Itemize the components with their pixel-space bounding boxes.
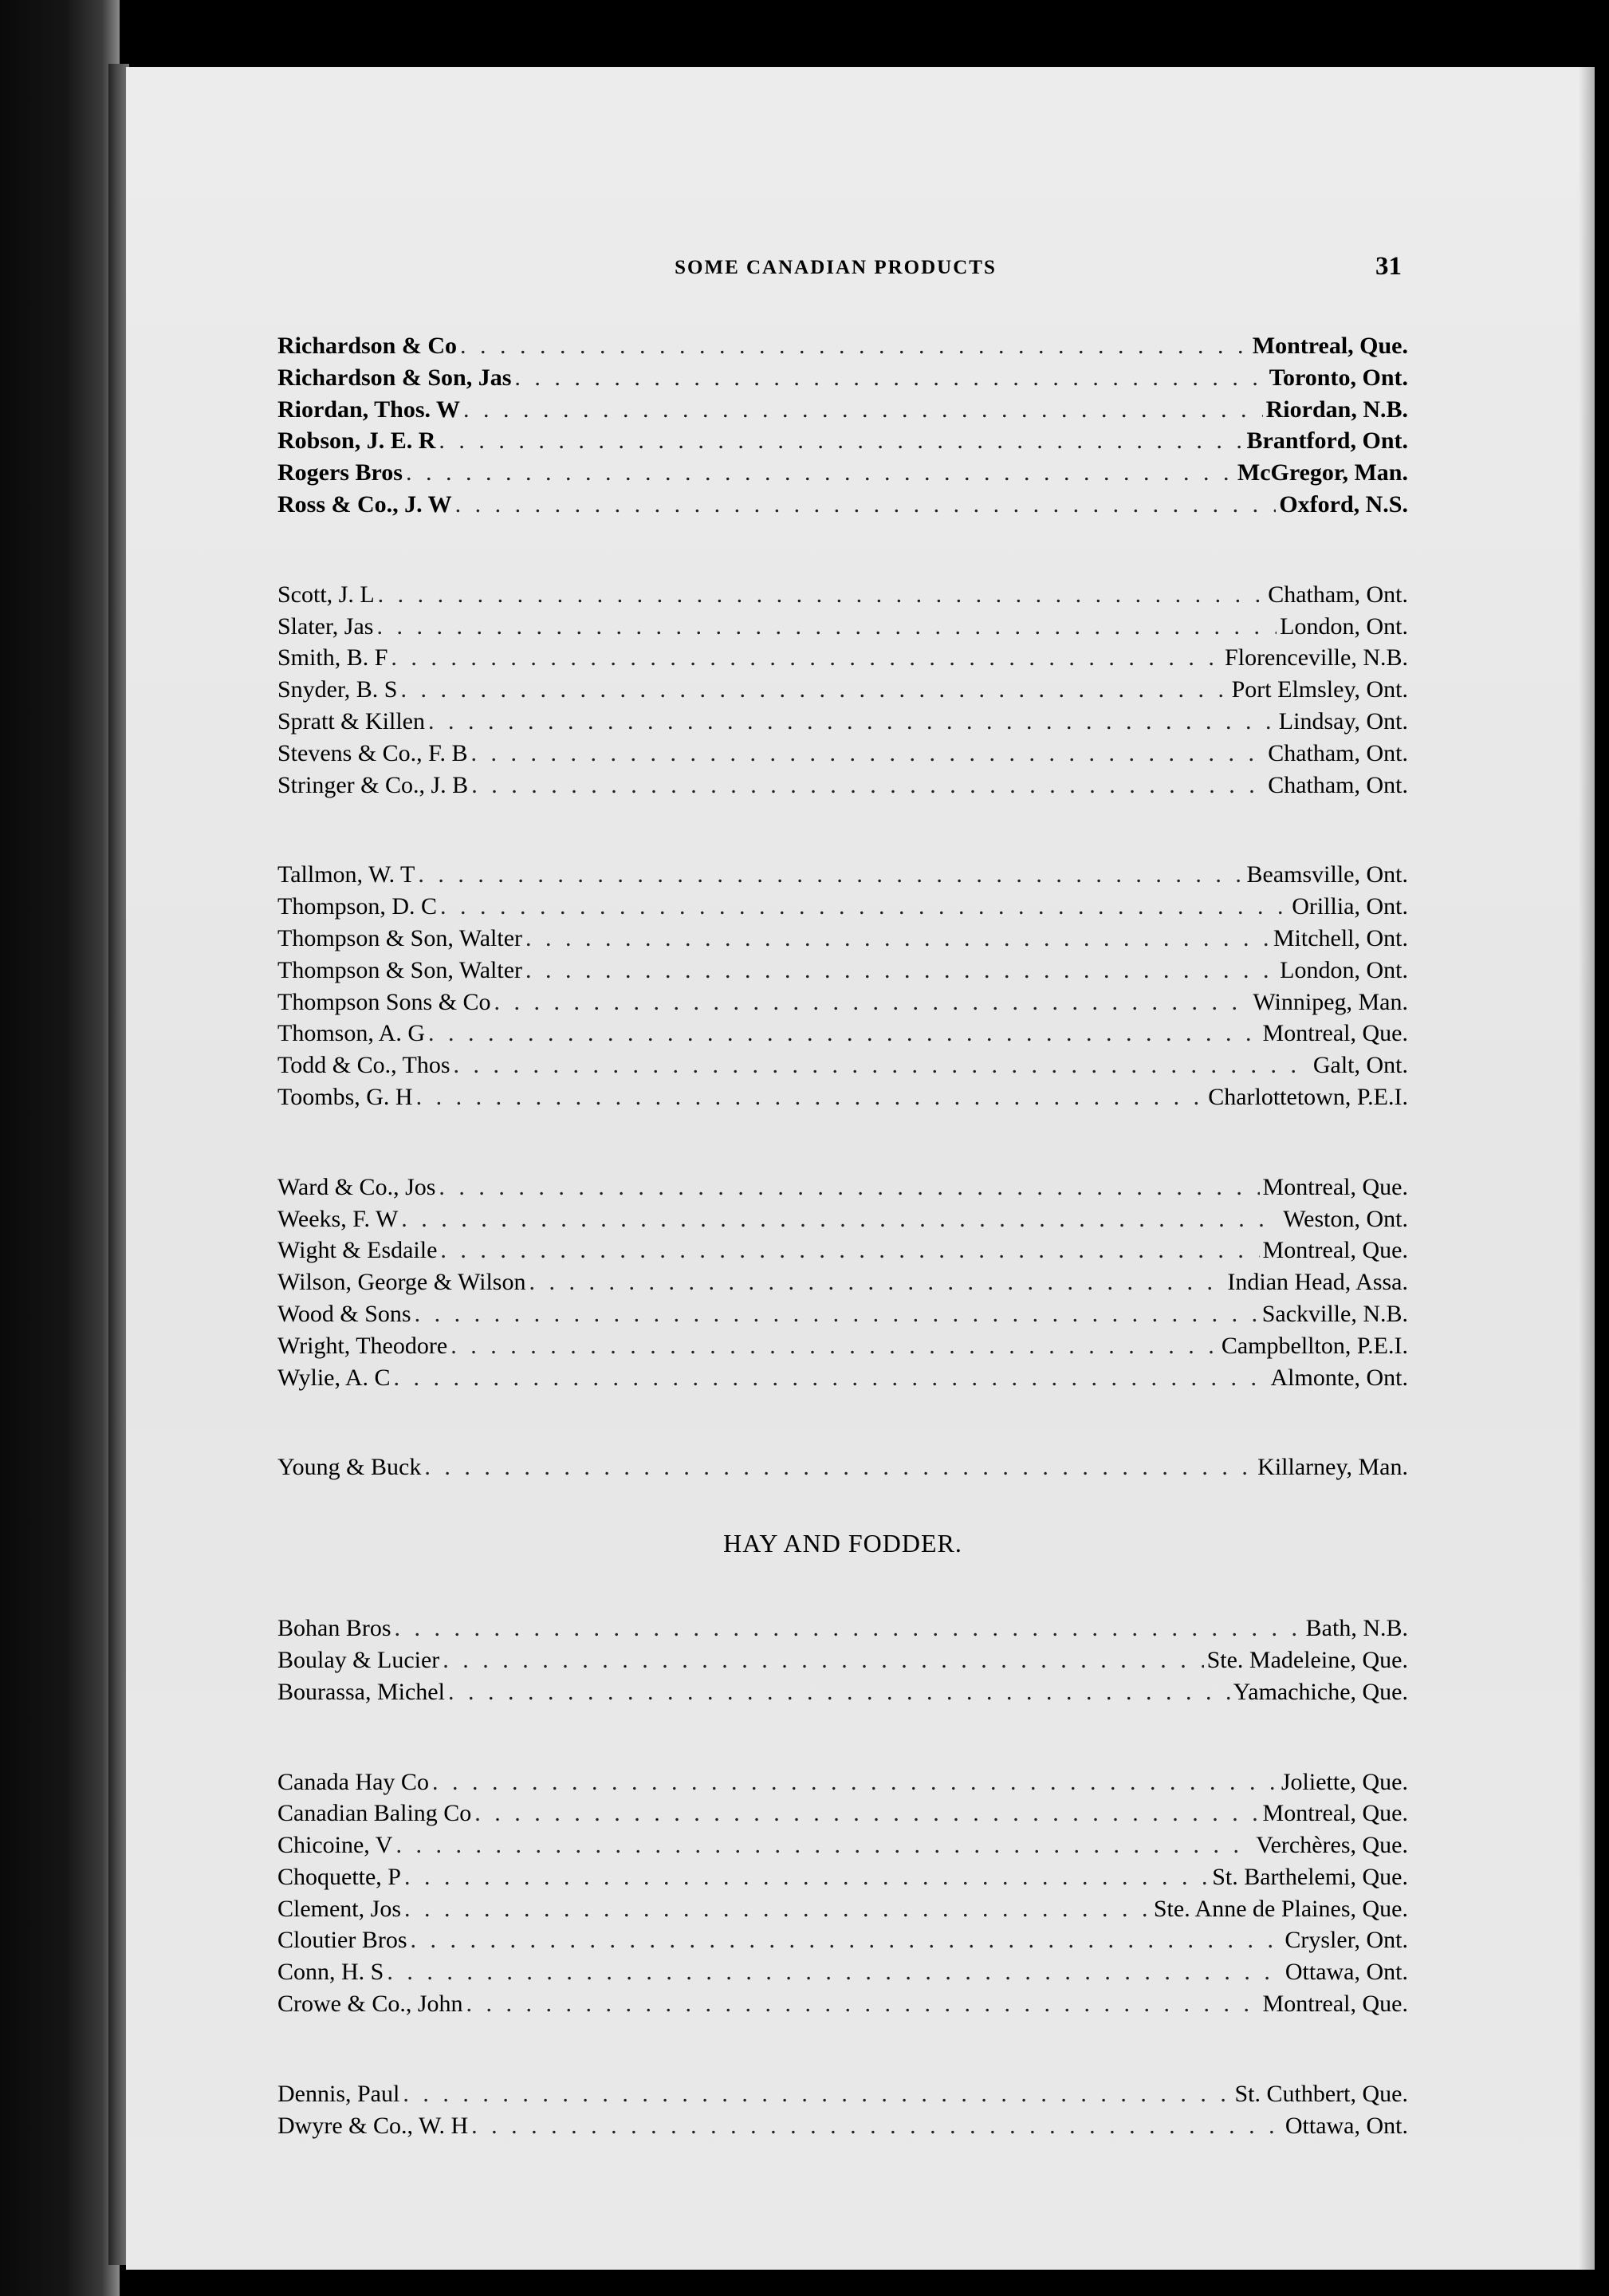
- entry-place: Bath, N.B.: [1305, 1615, 1408, 1642]
- hay-group-b: [277, 1613, 1408, 1707]
- dot-leader: [404, 1861, 1209, 1893]
- list-item: [277, 362, 1408, 394]
- dot-leader: [406, 457, 1234, 489]
- page-number: 31: [1375, 252, 1402, 281]
- entry-place: Ste. Anne de Plaines, Que.: [1153, 1895, 1408, 1922]
- hay-group-d: [277, 2078, 1408, 2142]
- dot-leader: [450, 1330, 1218, 1362]
- dot-leader: [525, 923, 1270, 955]
- list-item: [277, 891, 1408, 923]
- entry-place: St. Cuthbert, Que.: [1234, 2080, 1408, 2107]
- entry-name: Cloutier Bros: [277, 1927, 407, 1954]
- list-item: [277, 674, 1408, 706]
- dot-leader: [403, 2078, 1231, 2110]
- dot-leader: [439, 425, 1243, 457]
- entry-name: Spratt & Killen: [277, 707, 425, 734]
- list-item: [277, 923, 1408, 955]
- entry-name: Clement, Jos: [277, 1895, 401, 1922]
- dot-leader: [395, 1829, 1253, 1861]
- entry-place: Brantford, Ont.: [1246, 427, 1408, 455]
- entry-place: Verchères, Que.: [1256, 1832, 1408, 1859]
- dot-leader: [460, 330, 1249, 362]
- dot-leader: [376, 611, 1277, 643]
- entry-place: Ottawa, Ont.: [1284, 2112, 1408, 2139]
- dot-leader: [401, 1203, 1280, 1235]
- list-item: [277, 955, 1408, 987]
- dot-leader: [525, 955, 1277, 987]
- list-item: [277, 1644, 1408, 1676]
- list-item: [277, 770, 1408, 801]
- list-item: [277, 1172, 1408, 1203]
- list-item: [277, 1018, 1408, 1050]
- dot-leader: [394, 1362, 1268, 1394]
- dot-leader: [432, 1766, 1278, 1798]
- entry-place: Riordan, N.B.: [1265, 396, 1408, 423]
- entry-name: Stringer & Co., J. B: [277, 771, 469, 798]
- list-item: [277, 738, 1408, 770]
- list-item: [277, 1893, 1408, 1925]
- dot-leader: [424, 1451, 1254, 1483]
- list-item: [277, 706, 1408, 738]
- running-head: [269, 252, 1402, 289]
- entry-place: Florenceville, N.B.: [1225, 644, 1408, 671]
- entry-name: Wight & Esdaile: [277, 1237, 438, 1264]
- list-item: [277, 425, 1408, 457]
- entry-name: Wood & Sons: [277, 1300, 411, 1327]
- entry-name: Richardson & Son, Jas: [277, 364, 512, 391]
- list-item: [277, 1956, 1408, 1988]
- list-item: [277, 330, 1408, 362]
- entry-place: Montreal, Que.: [1252, 333, 1408, 359]
- entry-place: Weston, Ont.: [1283, 1205, 1408, 1232]
- entry-name: Conn, H. S: [277, 1959, 384, 1986]
- entry-name: Bohan Bros: [277, 1615, 391, 1642]
- entry-name: Ward & Co., Jos: [277, 1173, 436, 1200]
- dot-leader: [471, 770, 1265, 801]
- entry-name: Toombs, G. H: [277, 1083, 413, 1110]
- entry-place: Chatham, Ont.: [1268, 739, 1408, 766]
- section-heading: HAY AND FODDER.: [723, 1529, 962, 1558]
- entry-place: Killarney, Man.: [1257, 1454, 1408, 1481]
- entry-place: Montreal, Que.: [1262, 1020, 1408, 1047]
- list-item: [277, 1050, 1408, 1081]
- entry-place: London, Ont.: [1280, 956, 1408, 983]
- dot-leader: [448, 1676, 1230, 1708]
- directory-listing: [277, 330, 1408, 2141]
- list-item: [277, 642, 1408, 674]
- list-item: [277, 1362, 1408, 1394]
- list-item: [277, 1613, 1408, 1644]
- dot-leader: [418, 859, 1243, 891]
- dot-leader: [470, 738, 1265, 770]
- dot-leader: [416, 1081, 1206, 1113]
- entry-place: Yamachiche, Que.: [1233, 1678, 1408, 1705]
- entry-name: Scott, J. L: [277, 581, 375, 608]
- entry-name: Boulay & Lucier: [277, 1646, 440, 1673]
- list-item: [277, 1829, 1408, 1861]
- entry-name: Stevens & Co., F. B: [277, 739, 468, 766]
- dot-leader: [415, 1298, 1259, 1330]
- dot-leader: [428, 706, 1276, 738]
- entry-name: Snyder, B. S: [277, 676, 398, 703]
- entry-group-w: [277, 1172, 1408, 1394]
- list-item: [277, 1451, 1408, 1483]
- list-item: [277, 1203, 1408, 1235]
- list-item: [277, 2110, 1408, 2142]
- entry-place: Ste. Madeleine, Que.: [1206, 1646, 1408, 1673]
- entry-place: St. Barthelemi, Que.: [1212, 1863, 1408, 1890]
- dot-leader: [439, 1172, 1259, 1203]
- entry-name: Thompson & Son, Walter: [277, 924, 523, 951]
- dot-leader: [454, 1050, 1310, 1081]
- hay-group-c: [277, 1766, 1408, 2020]
- dot-leader: [404, 1893, 1151, 1925]
- list-item: [277, 1988, 1408, 2020]
- dot-leader: [440, 1235, 1259, 1266]
- list-item: [277, 1798, 1408, 1829]
- list-item: [277, 457, 1408, 489]
- group-spacer: [277, 1708, 1408, 1766]
- entry-name: Young & Buck: [277, 1454, 422, 1481]
- dot-leader: [474, 1798, 1259, 1829]
- dot-leader: [378, 579, 1265, 611]
- dot-leader: [514, 362, 1265, 394]
- group-spacer: [277, 521, 1408, 579]
- dot-leader: [400, 674, 1228, 706]
- dot-leader: [471, 2110, 1282, 2142]
- dot-leader: [395, 1613, 1303, 1644]
- entry-place: Ottawa, Ont.: [1284, 1959, 1408, 1986]
- entry-place: Joliette, Que.: [1281, 1768, 1408, 1795]
- entry-name: Bourassa, Michel: [277, 1678, 445, 1705]
- entry-name: Robson, J. E. R: [277, 427, 436, 455]
- entry-place: Campbellton, P.E.I.: [1221, 1332, 1408, 1359]
- dot-leader: [455, 489, 1277, 521]
- list-item: [277, 1298, 1408, 1330]
- list-item: [277, 611, 1408, 643]
- entry-place: Orillia, Ont.: [1292, 893, 1408, 920]
- list-item: [277, 1676, 1408, 1708]
- entry-place: Galt, Ont.: [1312, 1052, 1408, 1079]
- entry-name: Chicoine, V: [277, 1832, 393, 1859]
- list-item: [277, 859, 1408, 891]
- entry-group-t: [277, 859, 1408, 1113]
- entry-name: Thompson Sons & Co: [277, 988, 491, 1015]
- entry-place: Beamsville, Ont.: [1246, 861, 1408, 888]
- entry-name: Thomson, A. G: [277, 1020, 426, 1047]
- page-edge-shadow: [1579, 67, 1595, 2270]
- entry-name: Rogers Bros: [277, 459, 403, 486]
- entry-place: Lindsay, Ont.: [1278, 707, 1408, 734]
- entry-name: Canada Hay Co: [277, 1768, 429, 1795]
- entry-group-s: [277, 579, 1408, 801]
- entry-place: Toronto, Ont.: [1269, 364, 1408, 391]
- group-spacer: [277, 1113, 1408, 1172]
- entry-place: Montreal, Que.: [1262, 1173, 1408, 1200]
- entry-name: Slater, Jas: [277, 612, 374, 640]
- scan-left-border: [0, 0, 120, 2296]
- dot-leader: [463, 394, 1263, 426]
- entry-group-r: [277, 330, 1408, 521]
- entry-group-y: [277, 1451, 1408, 1483]
- entry-place: Sackville, N.B.: [1261, 1300, 1408, 1327]
- entry-place: Mitchell, Ont.: [1273, 924, 1408, 951]
- entry-name: Riordan, Thos. W: [277, 396, 460, 423]
- list-item: [277, 1266, 1408, 1298]
- dot-leader: [387, 1956, 1282, 1988]
- list-item: [277, 2078, 1408, 2110]
- entry-place: Chatham, Ont.: [1268, 581, 1408, 608]
- entry-place: Montreal, Que.: [1262, 1800, 1408, 1827]
- dot-leader: [411, 1924, 1282, 1956]
- group-spacer: [277, 1393, 1408, 1451]
- entry-name: Todd & Co., Thos: [277, 1052, 450, 1079]
- entry-place: Montreal, Que.: [1262, 1991, 1408, 2018]
- dot-leader: [443, 1644, 1203, 1676]
- entry-name: Crowe & Co., John: [277, 1991, 463, 2018]
- entry-name: Weeks, F. W: [277, 1205, 399, 1232]
- list-item: [277, 489, 1408, 521]
- entry-name: Richardson & Co: [277, 333, 458, 359]
- list-item: [277, 1766, 1408, 1798]
- entry-name: Wright, Theodore: [277, 1332, 448, 1359]
- entry-place: Charlottetown, P.E.I.: [1208, 1083, 1408, 1110]
- entry-name: Ross & Co., J. W: [277, 490, 452, 518]
- dot-leader: [529, 1266, 1224, 1298]
- list-item: [277, 1330, 1408, 1362]
- entry-place: London, Ont.: [1280, 612, 1408, 640]
- dot-leader: [391, 642, 1222, 674]
- entry-name: Dwyre & Co., W. H: [277, 2112, 469, 2139]
- entry-place: McGregor, Man.: [1237, 459, 1408, 486]
- entry-name: Choquette, P: [277, 1863, 401, 1890]
- list-item: [277, 394, 1408, 426]
- entry-name: Canadian Baling Co: [277, 1800, 472, 1827]
- entry-place: Almonte, Ont.: [1270, 1364, 1408, 1391]
- list-item: [277, 579, 1408, 611]
- dot-leader: [428, 1018, 1260, 1050]
- entry-place: Winnipeg, Man.: [1253, 988, 1408, 1015]
- entry-place: Chatham, Ont.: [1268, 771, 1408, 798]
- list-item: [277, 1081, 1408, 1113]
- entry-name: Wylie, A. C: [277, 1364, 391, 1391]
- entry-name: Wilson, George & Wilson: [277, 1269, 526, 1296]
- entry-place: Indian Head, Assa.: [1227, 1269, 1408, 1296]
- entry-name: Thompson, D. C: [277, 893, 438, 920]
- entry-place: Montreal, Que.: [1262, 1237, 1408, 1264]
- entry-name: Tallmon, W. T: [277, 861, 415, 888]
- list-item: [277, 987, 1408, 1018]
- dot-leader: [494, 987, 1250, 1018]
- list-item: [277, 1235, 1408, 1266]
- list-item: [277, 1924, 1408, 1956]
- entry-name: Dennis, Paul: [277, 2080, 400, 2107]
- dot-leader: [466, 1988, 1260, 2020]
- entry-name: Smith, B. F: [277, 644, 388, 671]
- group-spacer: [277, 2020, 1408, 2078]
- group-spacer: [277, 801, 1408, 859]
- entry-place: Crysler, Ont.: [1284, 1927, 1408, 1954]
- entry-name: Thompson & Son, Walter: [277, 956, 523, 983]
- running-title: SOME CANADIAN PRODUCTS: [675, 257, 997, 278]
- list-item: [277, 1861, 1408, 1893]
- dot-leader: [440, 891, 1288, 923]
- entry-place: Port Elmsley, Ont.: [1231, 676, 1408, 703]
- entry-place: Oxford, N.S.: [1279, 490, 1408, 518]
